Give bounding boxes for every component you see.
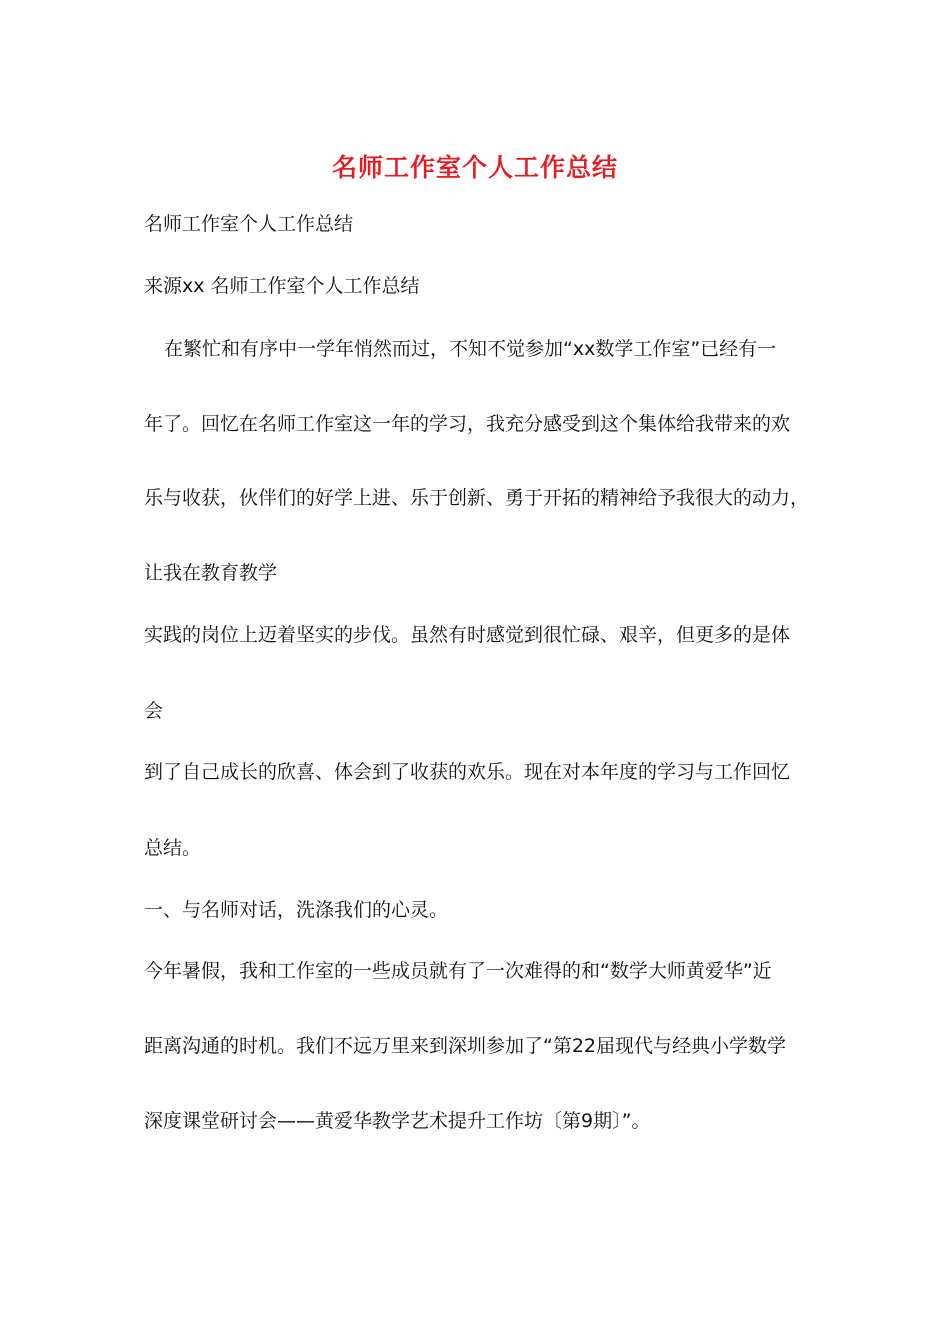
paragraph-line: 会 xyxy=(144,700,164,722)
paragraph-line: 乐与收获，伙伴们的好学上进、乐于创新、勇于开拓的精神给予我很大的动力， xyxy=(144,487,810,509)
paragraph-line: 年了。回忆在名师工作室这一年的学习，我充分感受到这个集体给我带来的欢 xyxy=(144,413,791,435)
document-subtitle: 名师工作室个人工作总结 xyxy=(144,213,354,235)
paragraph-line: 实践的岗位上迈着坚实的步伐。虽然有时感觉到很忙碌、艰辛，但更多的是体 xyxy=(144,624,791,646)
paragraph-line: 到了自己成长的欣喜、体会到了收获的欢乐。现在对本年度的学习与工作回忆 xyxy=(144,761,791,783)
paragraph-line: 在繁忙和有序中一学年悄然而过，不知不觉参加“xx数学工作室”已经有一 xyxy=(164,338,777,360)
paragraph-line: 深度课堂研讨会——黄爱华教学艺术提升工作坊〔第9期〕”。 xyxy=(144,1110,651,1132)
paragraph-line: 距离沟通的时机。我们不远万里来到深圳参加了“第22届现代与经典小学数学 xyxy=(144,1035,787,1057)
paragraph-line: 让我在教育教学 xyxy=(144,562,278,584)
paragraph-line: 总结。 xyxy=(144,837,202,859)
paragraph-line: 今年暑假，我和工作室的一些成员就有了一次难得的和“数学大师黄爱华”近 xyxy=(144,960,772,982)
source-line: 来源xx 名师工作室个人工作总结 xyxy=(144,275,420,297)
section-heading: 一、与名师对话，洗涤我们的心灵。 xyxy=(144,899,449,921)
document-title: 名师工作室个人工作总结 xyxy=(331,153,618,182)
